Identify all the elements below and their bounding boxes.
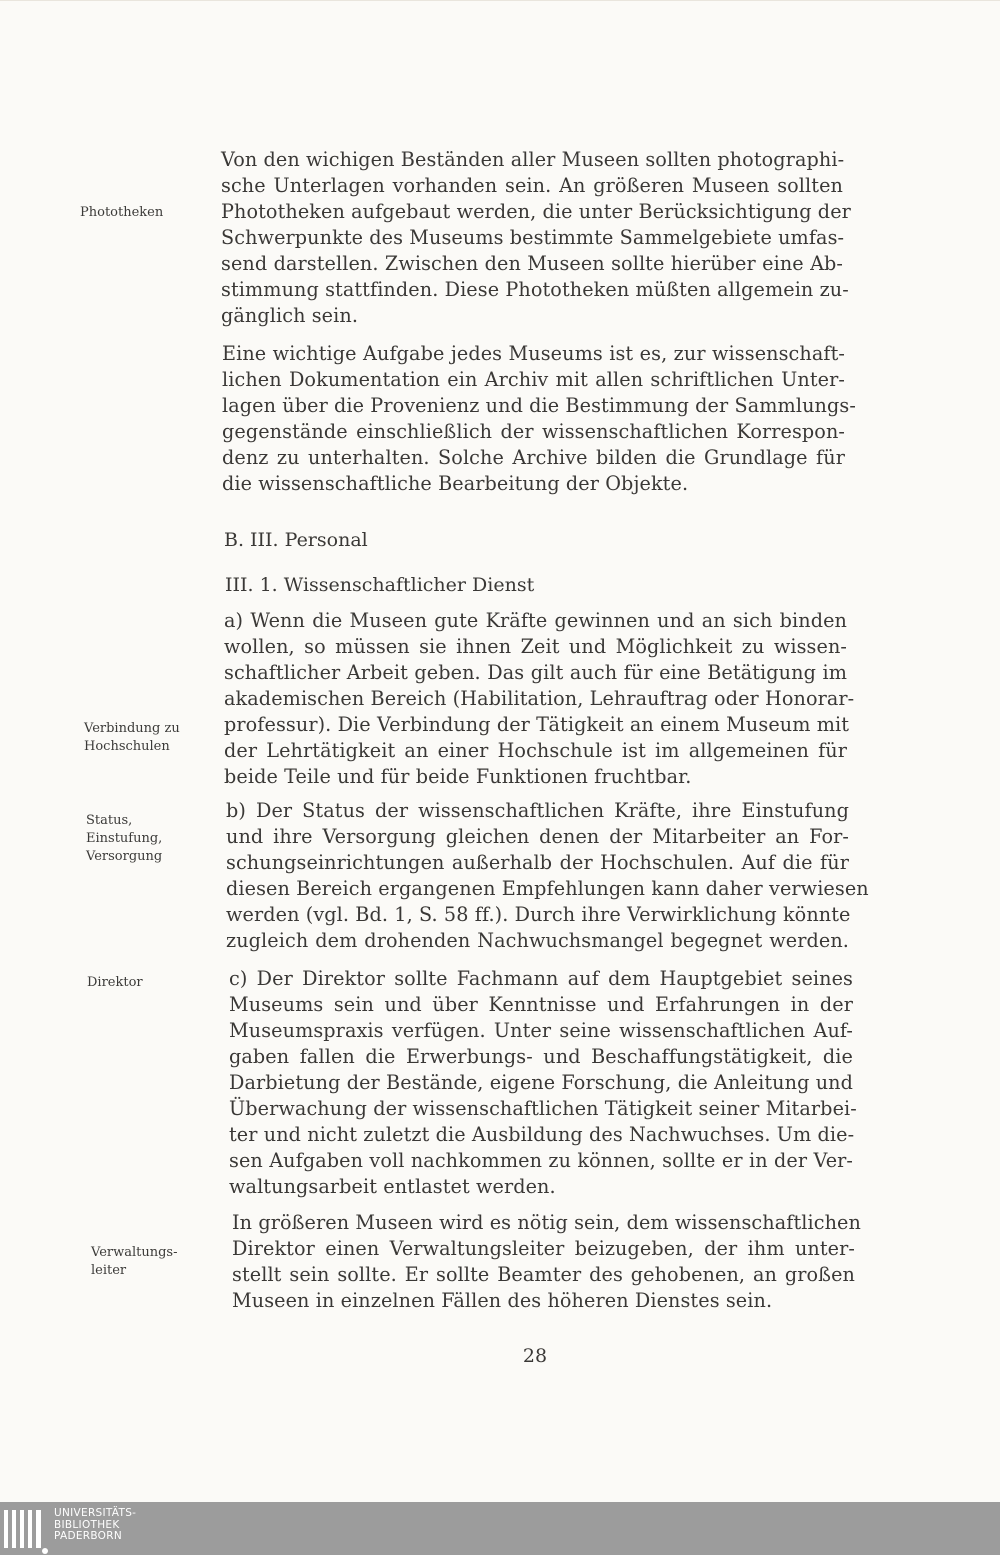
text-line: beide Teile und für beide Funktionen fruchtbar. <box>224 765 692 788</box>
text-line: Phototheken aufgebaut werden, die unter Berücksichtigung der <box>221 200 851 223</box>
margin-note-line: Phototheken <box>80 205 164 220</box>
paragraph-b-status <box>226 798 869 954</box>
paragraph-c-direktor <box>229 966 857 1200</box>
footer-banner <box>0 1502 1000 1555</box>
margin-note-line: leiter <box>91 1263 127 1278</box>
margin-note-verbindung <box>84 720 194 756</box>
text-line: In größeren Museen wird es nötig sein, dem wissenschaftlichen <box>232 1211 861 1234</box>
text-line: werden (vgl. Bd. 1, S. 58 ff.). Durch ihre Verwirklichung könnte <box>226 903 851 926</box>
text-line: akademischen Bereich (Habilitation, Lehrauftrag oder Honorar- <box>224 687 855 710</box>
margin-note-status <box>86 812 196 866</box>
paragraph-verwaltungsleiter <box>232 1210 861 1314</box>
margin-note-line: Status, <box>86 813 133 828</box>
text-line: der Lehrtätigkeit an einer Hochschule ist im allgemeinen für <box>224 739 847 762</box>
text-line: gaben fallen die Erwerbungs- und Beschaffungstätigkeit, die <box>229 1045 853 1068</box>
text-line: Museen in einzelnen Fällen des höheren Dienstes sein. <box>232 1289 773 1312</box>
text-line: Museums sein und über Kenntnisse und Erfahrungen in der <box>229 993 853 1016</box>
margin-note-phototheken <box>80 204 190 222</box>
margin-note-line: Verbindung zu <box>84 721 180 736</box>
page-edge <box>0 0 1000 1</box>
text-line: Überwachung der wissenschaftlichen Tätigkeit seiner Mitarbei- <box>229 1097 857 1120</box>
text-line: die wissenschaftliche Bearbeitung der Objekte. <box>222 472 689 495</box>
paragraph-phototheken <box>221 147 851 329</box>
library-logo-icon <box>4 1510 50 1554</box>
text-line: c) Der Direktor sollte Fachmann auf dem Hauptgebiet seines <box>229 967 853 990</box>
paragraph-archiv <box>222 341 856 497</box>
page-number: 28 <box>522 1345 548 1367</box>
text-line: Von den wichigen Beständen aller Museen sollten photographi- <box>221 148 845 171</box>
text-line: stellt sein sollte. Er sollte Beamter des gehobenen, an großen <box>232 1263 855 1286</box>
text-line: Schwerpunkte des Museums bestimmte Sammelgebiete umfas- <box>221 226 845 249</box>
library-logo-text <box>54 1508 136 1543</box>
text-line: und ihre Versorgung gleichen denen der Mitarbeiter an For- <box>226 825 849 848</box>
logo-text-line: BIBLIOTHEK <box>54 1518 120 1531</box>
text-line: Direktor einen Verwaltungsleiter beizugeben, der ihm unter- <box>232 1237 855 1260</box>
text-line: sche Unterlagen vorhanden sein. An größeren Museen sollten <box>221 174 843 197</box>
text-line: wollen, so müssen sie ihnen Zeit und Möglichkeit zu wissen- <box>224 635 847 658</box>
margin-note-line: Versorgung <box>86 849 163 864</box>
text-line: Eine wichtige Aufgabe jedes Museums ist es, zur wissenschaft- <box>222 342 845 365</box>
text-line: gänglich sein. <box>221 304 359 327</box>
text-line: lichen Dokumentation ein Archiv mit allen schriftlichen Unter- <box>222 368 845 391</box>
subsection-heading: III. 1. Wissenschaftlicher Dienst <box>225 574 535 596</box>
text-line: send darstellen. Zwischen den Museen sollte hierüber eine Ab- <box>221 252 843 275</box>
section-heading: B. III. Personal <box>224 529 368 551</box>
text-line: ter und nicht zuletzt die Ausbildung des Nachwuchses. Um die- <box>229 1123 855 1146</box>
text-line: gegenstände einschließlich der wissenschaftlichen Korrespon- <box>222 420 845 443</box>
text-line: schaftlicher Arbeit geben. Das gilt auch für eine Betätigung im <box>224 661 847 684</box>
margin-note-direktor <box>87 974 197 992</box>
paragraph-a-hochschule <box>224 608 855 790</box>
text-line: waltungsarbeit entlastet werden. <box>229 1175 556 1198</box>
margin-note-line: Direktor <box>87 975 143 990</box>
logo-text-line: PADERBORN <box>54 1530 122 1542</box>
text-line: Darbietung der Bestände, eigene Forschung, die Anleitung und <box>229 1071 853 1094</box>
text-line: a) Wenn die Museen gute Kräfte gewinnen und an sich binden <box>224 609 847 632</box>
text-line: lagen über die Provenienz und die Bestimmung der Sammlungs- <box>222 394 856 417</box>
text-line: sen Aufgaben voll nachkommen zu können, sollte er in der Ver- <box>229 1149 853 1172</box>
text-line: diesen Bereich ergangenen Empfehlungen kann daher verwiesen <box>226 877 869 900</box>
margin-note-line: Einstufung, <box>86 831 163 846</box>
text-line: schungseinrichtungen außerhalb der Hochschulen. Auf die für <box>226 851 849 874</box>
text-line: denz zu unterhalten. Solche Archive bilden die Grundlage für <box>222 446 845 469</box>
margin-note-line: Hochschulen <box>84 739 170 754</box>
text-line: stimmung stattfinden. Diese Phototheken müßten allgemein zu- <box>221 278 849 301</box>
margin-note-line: Verwaltungs- <box>91 1245 178 1260</box>
text-line: Museumspraxis verfügen. Unter seine wissenschaftlichen Auf- <box>229 1019 853 1042</box>
text-line: zugleich dem drohenden Nachwuchsmangel begegnet werden. <box>226 929 849 952</box>
text-line: professur). Die Verbindung der Tätigkeit an einem Museum mit <box>224 713 850 736</box>
logo-text-line: UNIVERSITÄTS- <box>54 1507 137 1519</box>
margin-note-verwaltungsleiter <box>91 1244 201 1280</box>
text-line: b) Der Status der wissenschaftlichen Kräfte, ihre Einstufung <box>226 799 849 822</box>
